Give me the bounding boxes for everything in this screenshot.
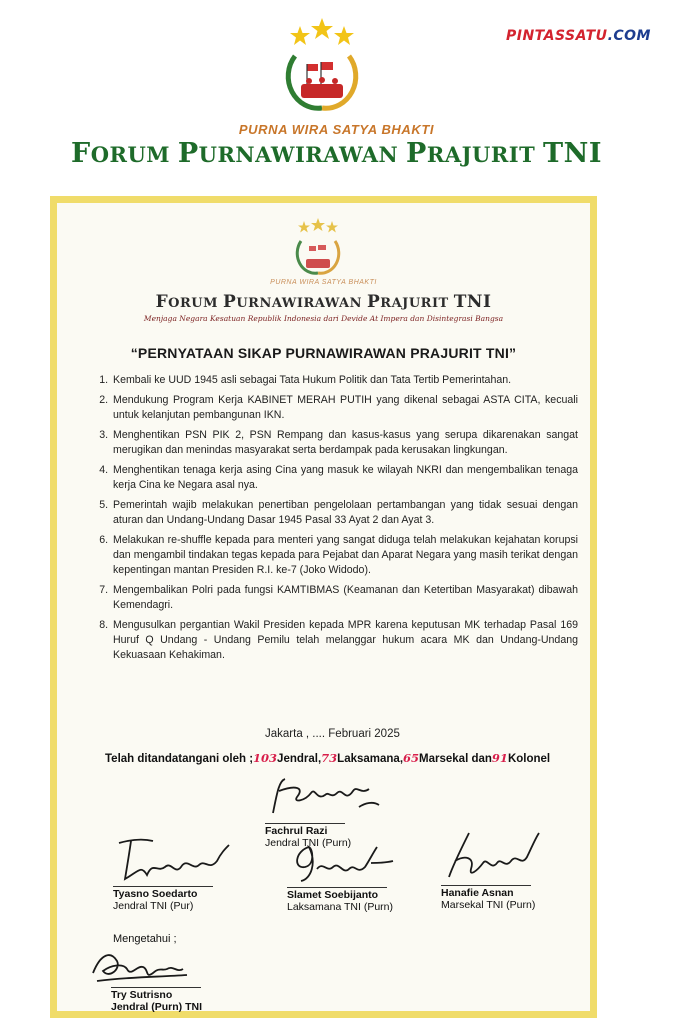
statement-point: 4. Menghentikan tenaga kerja asing Cina yang masuk ke wilayah NKRI dan mengembalikan tenaga kerja Cina ke Negara asal nya.: [111, 463, 578, 493]
statement-point: 7. Mengembalikan Polri pada fungsi KAMTIBMAS (Keamanan dan Ketertiban Masyarakat) dibawah Kemendagri.: [111, 583, 578, 613]
statement-point: 1. Kembali ke UUD 1945 asli sebagai Tata Hukum Politik dan Tata Tertib Pemerintahan.: [111, 373, 578, 388]
marsekal-count: 65: [403, 751, 420, 765]
place-date: Jakarta , .... Februari 2025: [265, 728, 400, 740]
document-title: FORUM PURNAWIRAWAN PRAJURIT TNI: [155, 292, 492, 312]
jendral-count: 103: [253, 751, 278, 765]
statement-point: 2. Mendukung Program Kerja KABINET MERAH PUTIH yang dikenal sebagai ASTA CITA, kecuali untuk kelanjutan pembangunan IKN.: [111, 393, 578, 423]
signature-try: [87, 943, 197, 987]
signature-block-try: [87, 943, 202, 1013]
signatory-rank: Laksamana TNI (Purn): [287, 901, 394, 913]
signatory-name: Fachrul Razi: [265, 825, 328, 837]
statement-point: 8. Mengusulkan pergantian Wakil Presiden kepada MPR karena keputusan MK terhadap Pasal 169 Huruf Q Undang - Undang Pemilu telah melanggar hukum acara MK dan Undang-Undang Kekuasaan Kehakiman.: [111, 618, 578, 663]
signature-block-hanafie: [441, 827, 551, 911]
signature-slamet: [287, 839, 397, 887]
signatory-rank: Jendral TNI (Pur): [113, 900, 194, 912]
site-watermark: PINTASSATU.COM: [505, 28, 651, 44]
signature-hanafie: [441, 827, 551, 885]
laksamana-count: 73: [321, 751, 338, 765]
statement-point: 5. Pemerintah wajib melakukan penertiban pengelolaan pertambangan yang tidak sesuai dengan aturan dan Undang-Undang Dasar 1945 Pasal 33 Ayat 2 dan Ayat 3.: [111, 498, 578, 528]
signatory-rank: Jendral TNI (Purn): [265, 837, 352, 849]
signature-block-slamet: [287, 839, 397, 913]
acknowledged-label: Mengetahui ;: [113, 933, 177, 945]
kolonel-count: 91: [491, 751, 508, 765]
signature-fachrul: [265, 773, 385, 823]
signatory-rank: Jendral (Purn) TNI: [111, 1001, 203, 1013]
signatory-name: Hanafie Asnan: [441, 887, 514, 899]
signature-tyasno: [113, 831, 233, 886]
statement-point: 3. Menghentikan PSN PIK 2, PSN Rempang dan kasus-kasus yang serupa dikarenakan sangat merugikan dan menindas masyarakat serta berdampak pada kerusakan lingkungan.: [111, 428, 578, 458]
statement-point: 6. Melakukan re-shuffle kepada para menteri yang sangat diduga telah melakukan kejahatan korupsi dan mengambil tindakan tegas kepada para Pejabat dan Aparat Negara yang masih terikat dengan kepentingan mantan Presiden R.I. ke-7 (Joko Widodo).: [111, 533, 578, 578]
header-motto: PURNA WIRA SATYA BHAKTI: [238, 122, 435, 137]
statement-heading: “PERNYATAAN SIKAP PURNAWIRAWAN PRAJURIT TNI”: [130, 345, 517, 361]
signatory-name: Tyasno Soedarto: [113, 888, 198, 900]
header-title: FORUM PURNAWIRAWAN PRAJURIT TNI: [71, 138, 602, 169]
statement-points: [95, 373, 578, 668]
document-emblem-logo: [289, 217, 347, 279]
document-motto: PURNA WIRA SATYA BHAKTI: [270, 279, 377, 286]
statement-document: [50, 196, 597, 1018]
signatory-rank: Marsekal TNI (Purn): [441, 899, 536, 911]
signatory-name: Try Sutrisno: [111, 989, 173, 1001]
document-tagline: Menjaga Negara Kesatuan Republik Indonesia dari Devide At Impera dan Disintegrasi Bangsa: [143, 314, 504, 323]
forum-emblem-logo: [277, 14, 367, 122]
signature-block-fachrul: [265, 773, 385, 849]
signed-by-line: Telah ditandatangani oleh ;103Jendral,73Laksamana,65Marsekal dan91Kolonel: [105, 751, 551, 765]
signature-block-tyasno: [113, 831, 233, 912]
signatory-name: Slamet Soebijanto: [287, 889, 379, 901]
